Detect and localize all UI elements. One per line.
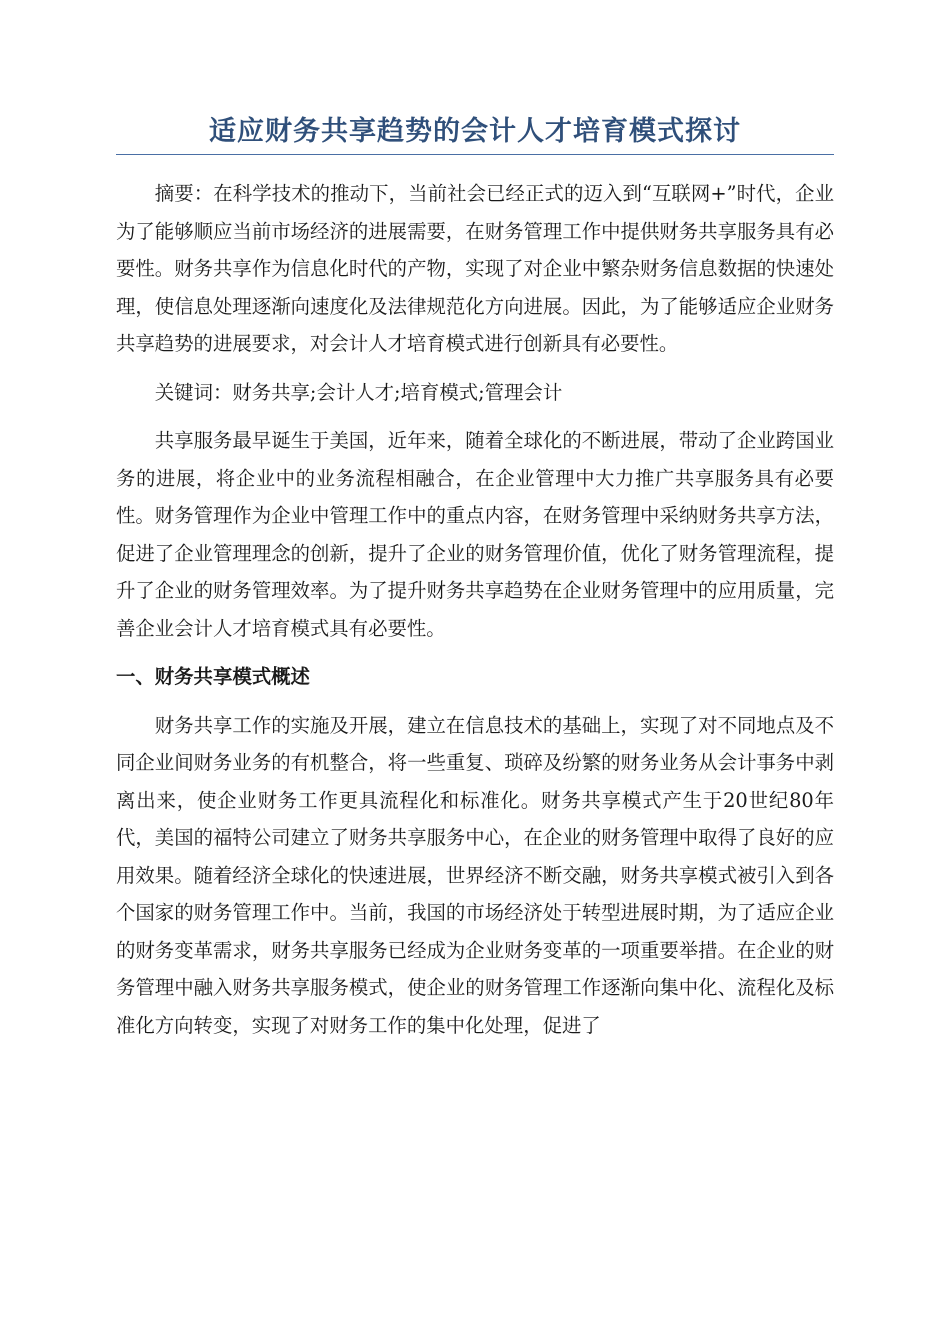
document-title: 适应财务共享趋势的会计人才培育模式探讨 <box>116 112 834 155</box>
document-page <box>116 112 834 1044</box>
intro-paragraph: 共享服务最早诞生于美国，近年来，随着全球化的不断进展，带动了企业跨国业务的进展，将企业中的业务流程相融合，在企业管理中大力推广共享服务具有必要性。财务管理作为企业中管理工作中的重点内容，在财务管理中采纳财务共享方法，促进了企业管理理念的创新，提升了企业的财务管理价值，优化了财务管理流程，提升了企业的财务管理效率。为了提升财务共享趋势在企业财务管理中的应用质量，完善企业会计人才培育模式具有必要性。 <box>116 429 834 640</box>
abstract-paragraph: 摘要：在科学技术的推动下，当前社会已经正式的迈入到“互联网+”时代，企业为了能够顺应当前市场经济的进展需要，在财务管理工作中提供财务共享服务具有必要性。财务共享作为信息化时代的产物，实现了对企业中繁杂财务信息数据的快速处理，使信息处理逐渐向速度化及法律规范化方向进展。因此，为了能够适应企业财务共享趋势的进展要求，对会计人才培育模式进行创新具有必要性。 <box>116 182 834 355</box>
keywords-paragraph: 关键词：财务共享;会计人才;培育模式;管理会计 <box>154 380 563 404</box>
section-heading: 一、财务共享模式概述 <box>116 665 310 688</box>
section-body-paragraph: 财务共享工作的实施及开展，建立在信息技术的基础上，实现了对不同地点及不同企业间财务业务的有机整合，将一些重复、琐碎及纷繁的财务业务从会计事务中剥离出来，使企业财务工作更具流程化和标准化。财务共享模式产生于20世纪80年代，美国的福特公司建立了财务共享服务中心，在企业的财务管理中取得了良好的应用效果。随着经济全球化的快速进展，世界经济不断交融，财务共享模式被引入到各个国家的财务管理工作中。当前，我国的市场经济处于转型进展时期，为了适应企业的财务变革需求，财务共享服务已经成为企业财务变革的一项重要举措。在企业的财务管理中融入财务共享服务模式，使企业的财务管理工作逐渐向集中化、流程化及标准化方向转变，实现了对财务工作的集中化处理，促进了 <box>116 713 834 1037</box>
